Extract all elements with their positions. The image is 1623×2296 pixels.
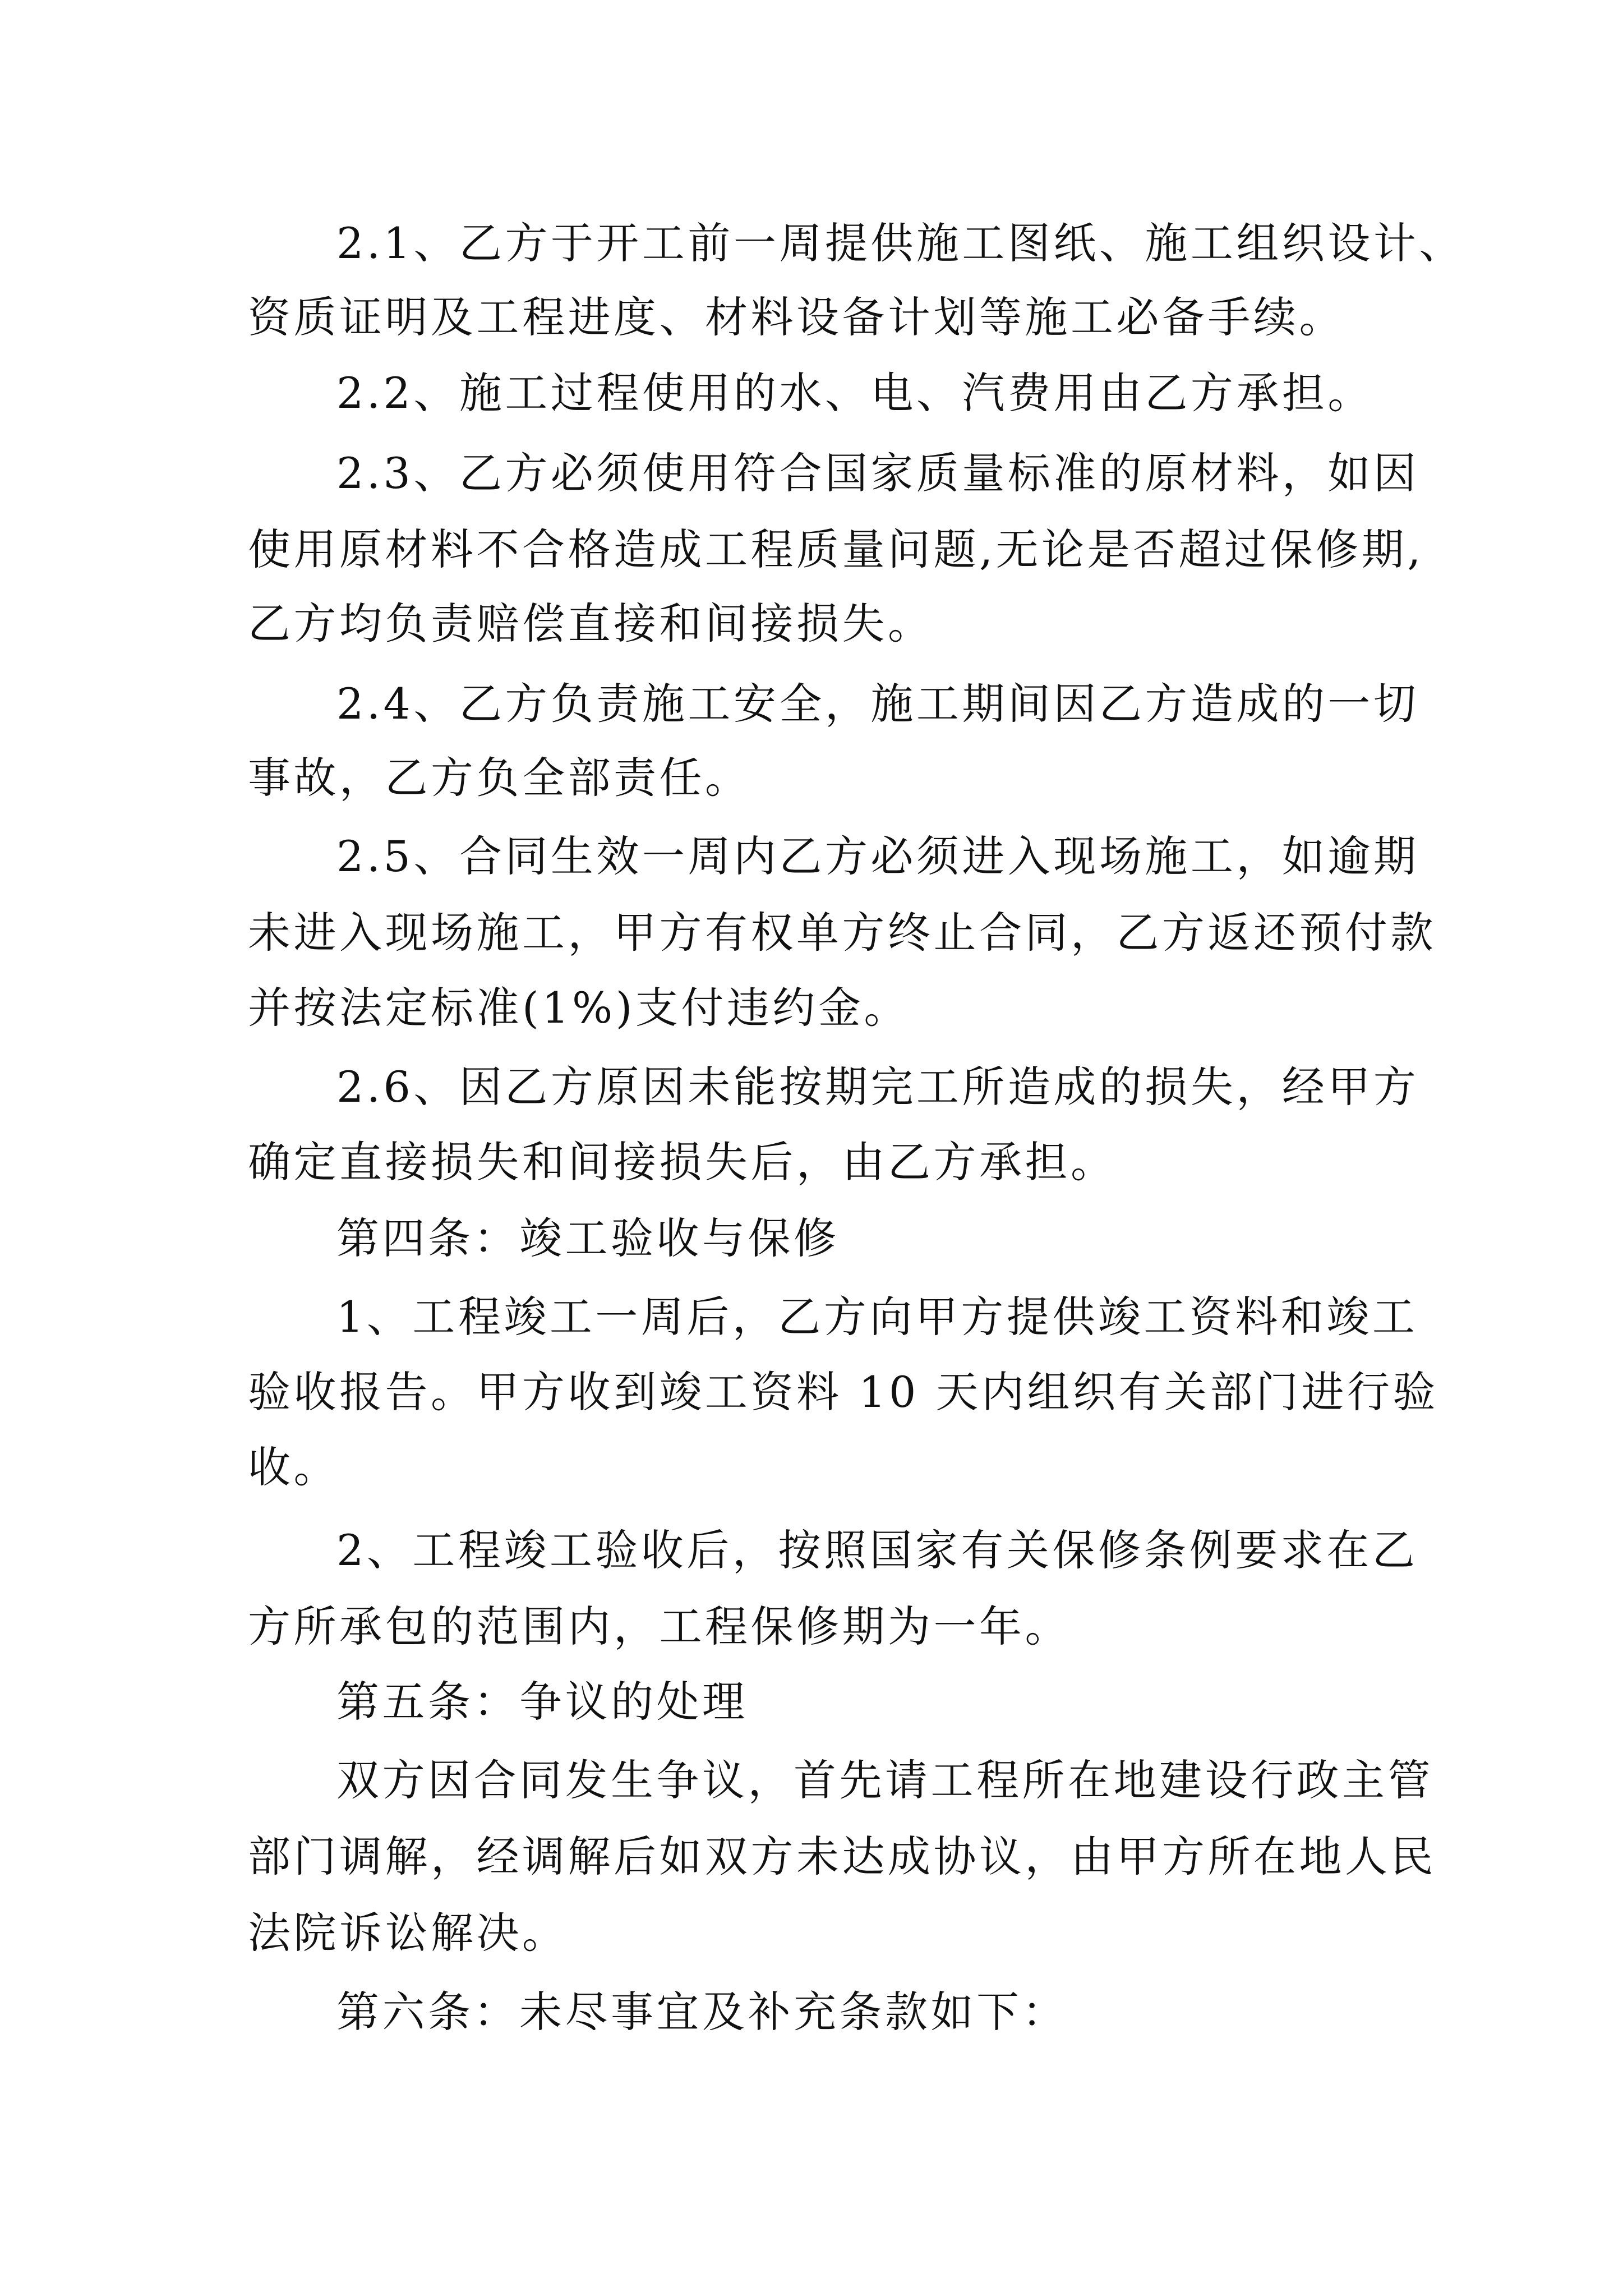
text-line-2: 资质证明及工程进度、材料设备计划等施工必备手续。 (248, 292, 1345, 342)
text-line-10: 未进入现场施工，甲方有权单方终止合同，乙方返还预付款 (248, 908, 1436, 958)
text-line-22: 部门调解，经调解后如双方未达成协议，由甲方所在地人民 (248, 1832, 1436, 1881)
text-line-4: 2.3、乙方必须使用符合国家质量标准的原材料，如因 (336, 448, 1419, 498)
text-line-7: 2.4、乙方负责施工安全，施工期间因乙方造成的一切 (336, 679, 1419, 729)
text-line-6: 乙方均负责赔偿直接和间接损失。 (248, 599, 934, 648)
text-line-3: 2.2、施工过程使用的水、电、汽费用由乙方承担。 (336, 368, 1373, 418)
text-line-11: 并按法定标准(1%)支付违约金。 (248, 983, 910, 1033)
text-line-13: 确定直接损失和间接损失后，由乙方承担。 (248, 1137, 1117, 1187)
text-line-16: 验收报告。甲方收到竣工资料 10 天内组织有关部门进行验 (248, 1367, 1439, 1417)
text-line-15: 1、工程竣工一周后，乙方向甲方提供竣工资料和竣工 (336, 1292, 1418, 1342)
section-heading-4: 第四条：竣工验收与保修 (336, 1213, 840, 1263)
text-line-19: 方所承包的范围内，工程保修期为一年。 (248, 1602, 1071, 1651)
text-line-23: 法院诉讼解决。 (248, 1908, 568, 1958)
text-line-12: 2.6、因乙方原因未能按期完工所造成的损失，经甲方 (336, 1062, 1419, 1112)
section-heading-5: 第五条：争议的处理 (336, 1677, 748, 1727)
text-line-1: 2.1、乙方于开工前一周提供施工图纸、施工组织设计、 (336, 218, 1465, 268)
text-line-17: 收。 (248, 1442, 339, 1492)
section-heading-6: 第六条：未尽事宜及补充条款如下： (336, 1987, 1068, 2037)
text-line-9: 2.5、合同生效一周内乙方必须进入现场施工，如逾期 (336, 831, 1419, 881)
text-line-8: 事故，乙方负全部责任。 (248, 753, 751, 803)
text-line-21: 双方因合同发生争议，首先请工程所在地建设行政主管 (336, 1755, 1433, 1805)
text-line-5: 使用原材料不合格造成工程质量问题,无论是否超过保修期, (248, 524, 1424, 574)
text-line-18: 2、工程竣工验收后，按照国家有关保修条例要求在乙 (336, 1525, 1418, 1575)
